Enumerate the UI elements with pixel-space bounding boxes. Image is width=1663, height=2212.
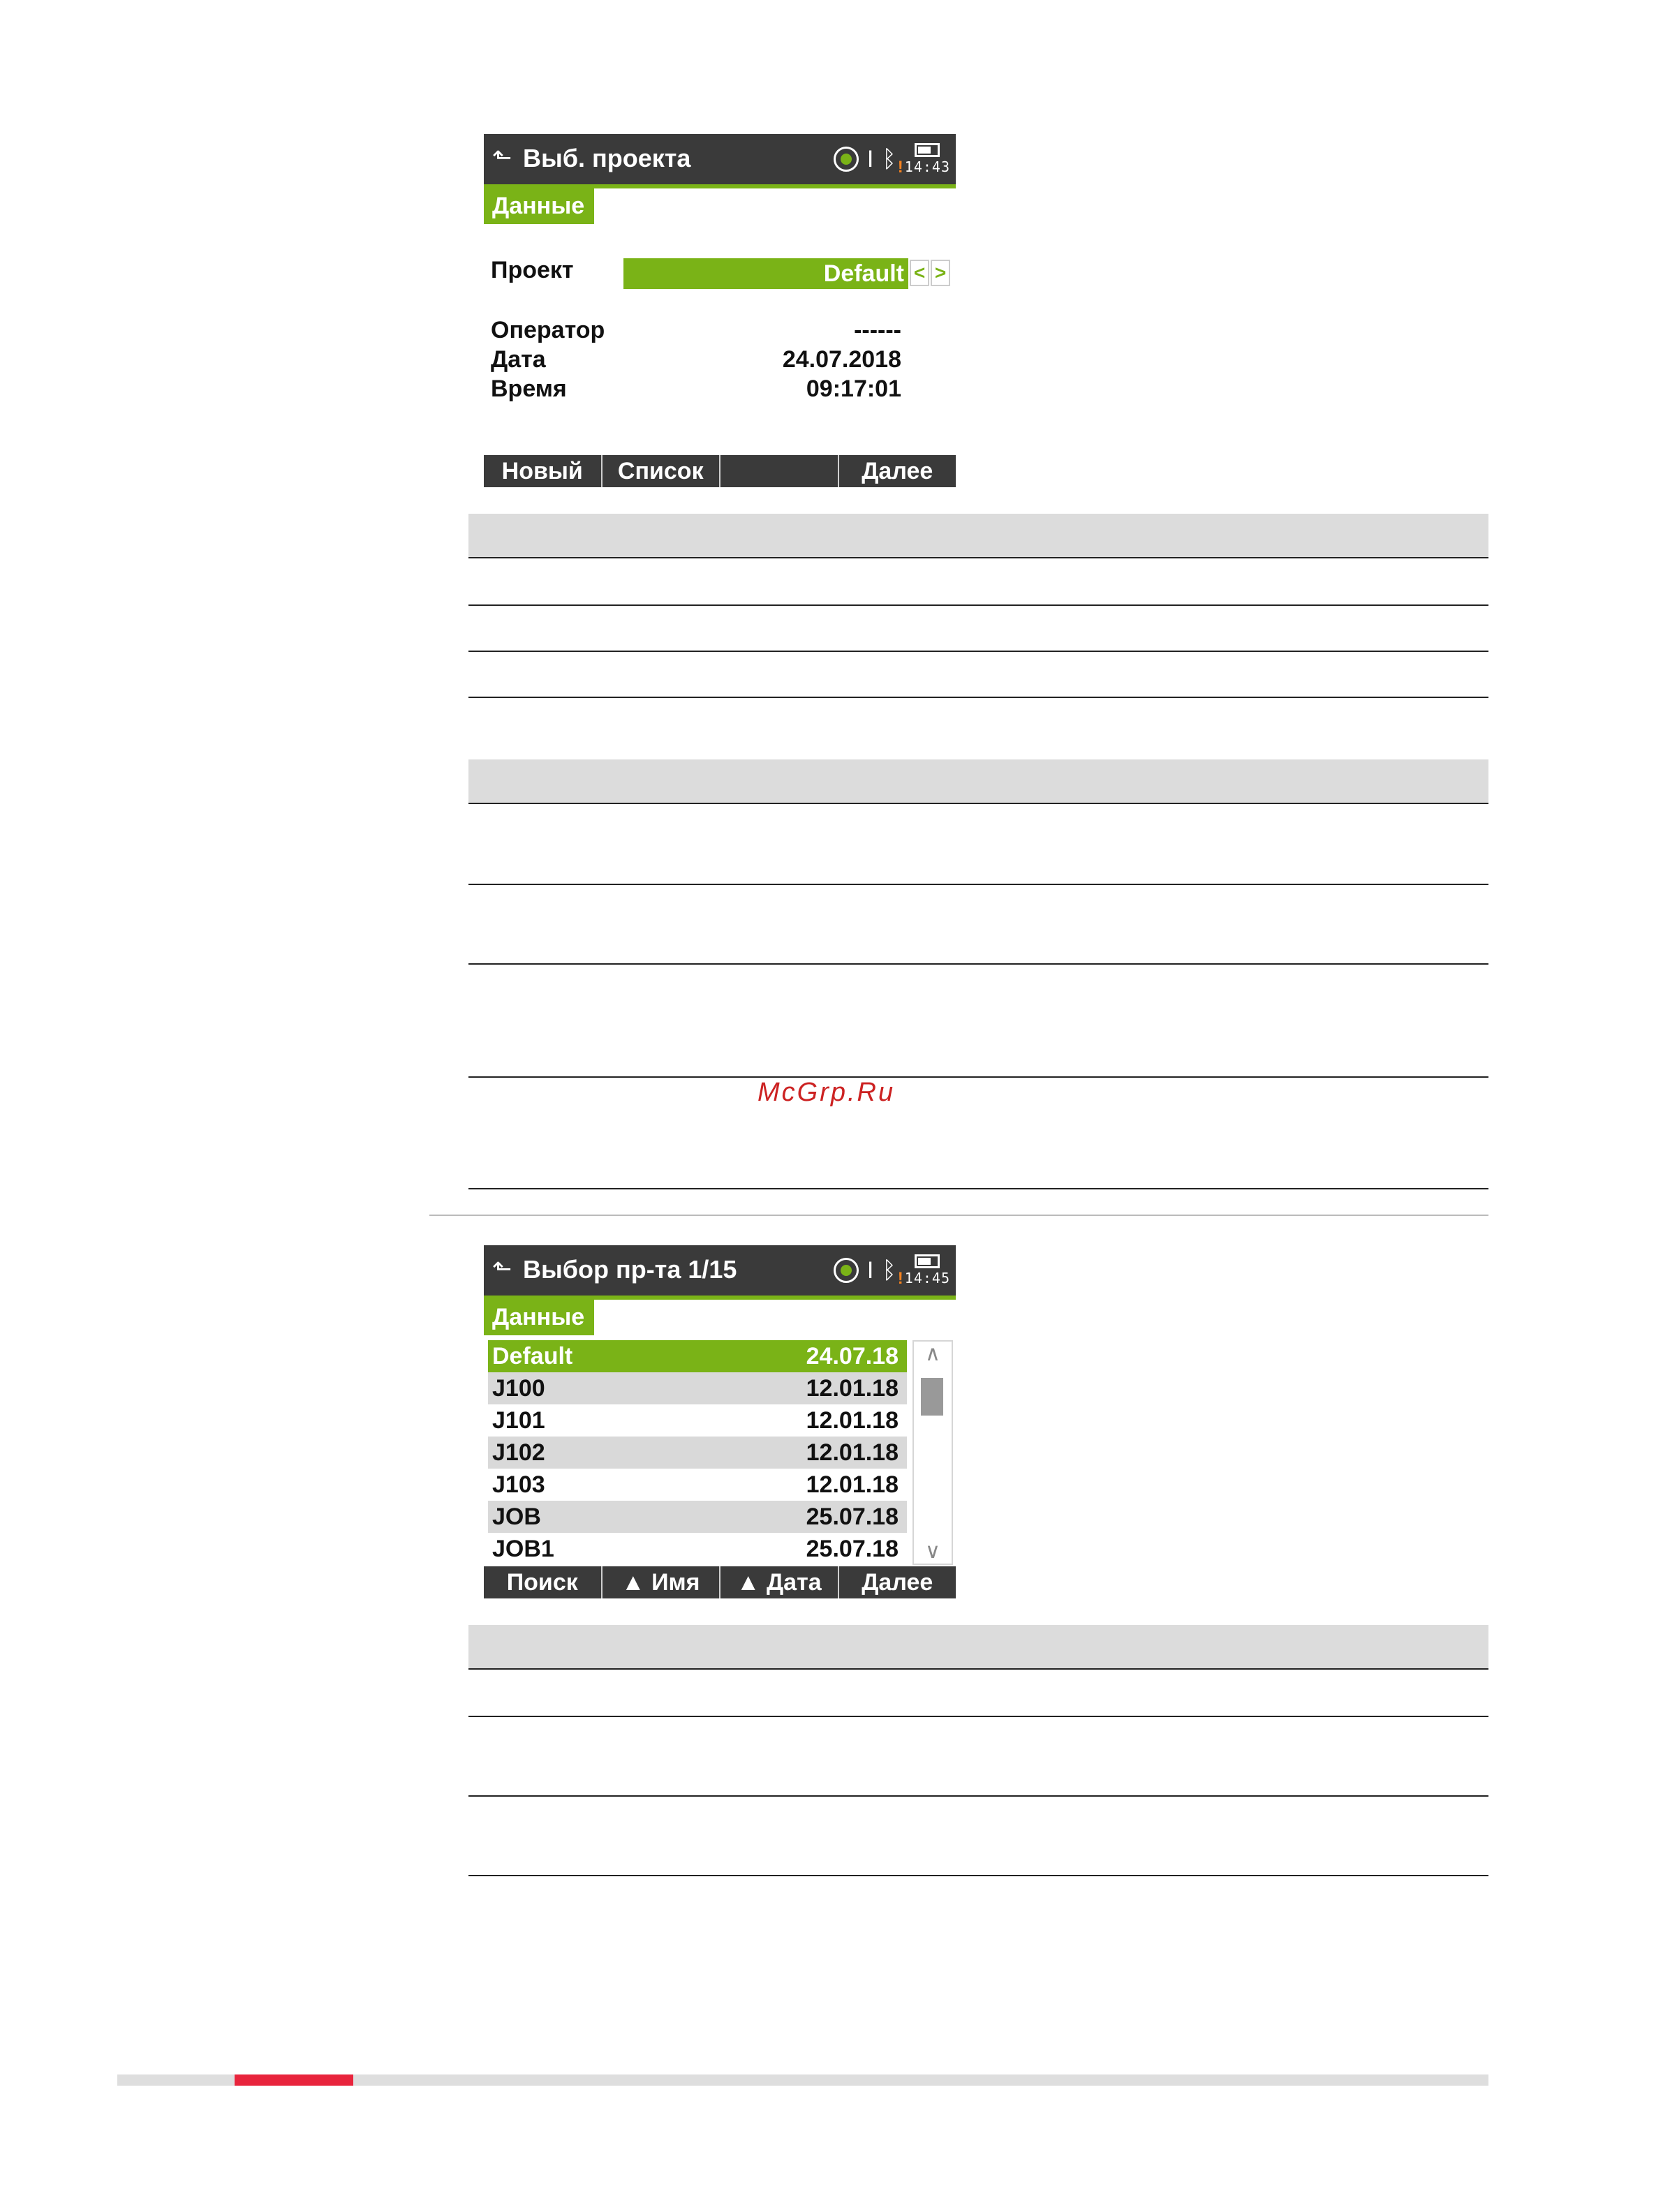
- scroll-thumb[interactable]: [921, 1378, 943, 1416]
- table2-row-line: [468, 1076, 1488, 1078]
- text-cursor-icon: I: [866, 145, 874, 172]
- empty-softkey[interactable]: [720, 455, 839, 487]
- project-label: Проект: [491, 257, 574, 283]
- date-label: Дата: [491, 346, 546, 373]
- screen-project-list: [484, 1245, 956, 1600]
- date-value: 24.07.2018: [782, 346, 901, 373]
- new-button[interactable]: Новый: [484, 455, 603, 487]
- table2-row-line: [468, 884, 1488, 885]
- battery-icon: [905, 143, 950, 175]
- chevron-up-icon[interactable]: ∧: [925, 1342, 940, 1365]
- time-value: 09:17:01: [806, 376, 901, 402]
- list-button[interactable]: Список: [603, 455, 721, 487]
- sort-name-button[interactable]: ▲ Имя: [603, 1566, 721, 1598]
- table1-row-line: [468, 697, 1488, 698]
- clock: 14:45: [904, 1270, 950, 1286]
- list-item[interactable]: J101 12.01.18: [492, 1406, 899, 1434]
- page-title: Выб. проекта: [523, 144, 691, 172]
- back-arrow-icon[interactable]: ⬑: [492, 1256, 512, 1282]
- list-item[interactable]: JOB 25.07.18: [488, 1501, 907, 1533]
- table2-row-line: [468, 1188, 1488, 1189]
- section-separator: [429, 1215, 1488, 1216]
- softkey-bar: [484, 1566, 956, 1598]
- back-arrow-icon[interactable]: ⬑: [492, 144, 512, 171]
- prism-target-icon: [834, 147, 859, 172]
- search-button[interactable]: Поиск: [484, 1566, 603, 1598]
- watermark: McGrp.Ru: [757, 1078, 896, 1107]
- list-item[interactable]: J103 12.01.18: [492, 1471, 899, 1498]
- chevron-down-icon[interactable]: ∨: [925, 1540, 940, 1563]
- tab-data[interactable]: Данные: [484, 1300, 594, 1335]
- list-item[interactable]: J102 12.01.18: [488, 1437, 907, 1469]
- screen-select-project: [484, 134, 956, 489]
- page-title: Выбор пр-та 1/15: [523, 1255, 737, 1284]
- title-bar: [484, 134, 956, 184]
- next-button[interactable]: Далее: [862, 1569, 933, 1596]
- table1-row-line: [468, 604, 1488, 606]
- table1-row-line: [468, 651, 1488, 652]
- battery-icon: [905, 1254, 950, 1286]
- chevron-left-icon[interactable]: <: [910, 260, 929, 286]
- text-cursor-icon: I: [866, 1256, 874, 1284]
- table1-header: [468, 514, 1488, 558]
- table3-row-line: [468, 1716, 1488, 1717]
- softkey-bar: [484, 455, 956, 487]
- bluetooth-warning-icon: ᛒ !: [882, 145, 903, 177]
- list-item[interactable]: JOB1 25.07.18: [492, 1535, 899, 1562]
- prism-target-icon: [834, 1258, 859, 1283]
- chevron-right-icon[interactable]: >: [931, 260, 950, 286]
- project-arrows: [910, 260, 950, 288]
- bluetooth-warning-icon: ᛒ !: [882, 1256, 903, 1288]
- time-label: Время: [491, 376, 567, 402]
- status-icons: [834, 1249, 950, 1291]
- scrollbar[interactable]: [912, 1340, 953, 1565]
- footer-accent: [235, 2074, 353, 2086]
- list-item[interactable]: Default 24.07.18: [488, 1340, 907, 1372]
- project-list: [488, 1340, 907, 1565]
- next-button[interactable]: Далее: [862, 458, 933, 484]
- title-bar: [484, 1245, 956, 1296]
- clock: 14:43: [904, 158, 950, 175]
- table3-header: [468, 1625, 1488, 1670]
- table3-row-line: [468, 1795, 1488, 1797]
- table2-row-line: [468, 963, 1488, 965]
- table3-row-line: [468, 1875, 1488, 1876]
- table2-header: [468, 759, 1488, 804]
- sort-date-button[interactable]: ▲ Дата: [720, 1566, 839, 1598]
- list-item[interactable]: J100 12.01.18: [488, 1372, 907, 1404]
- tab-data[interactable]: Данные: [484, 188, 594, 224]
- project-select[interactable]: Default: [623, 258, 908, 289]
- operator-label: Оператор: [491, 317, 605, 343]
- status-icons: [834, 138, 950, 180]
- operator-value: ------: [854, 317, 901, 343]
